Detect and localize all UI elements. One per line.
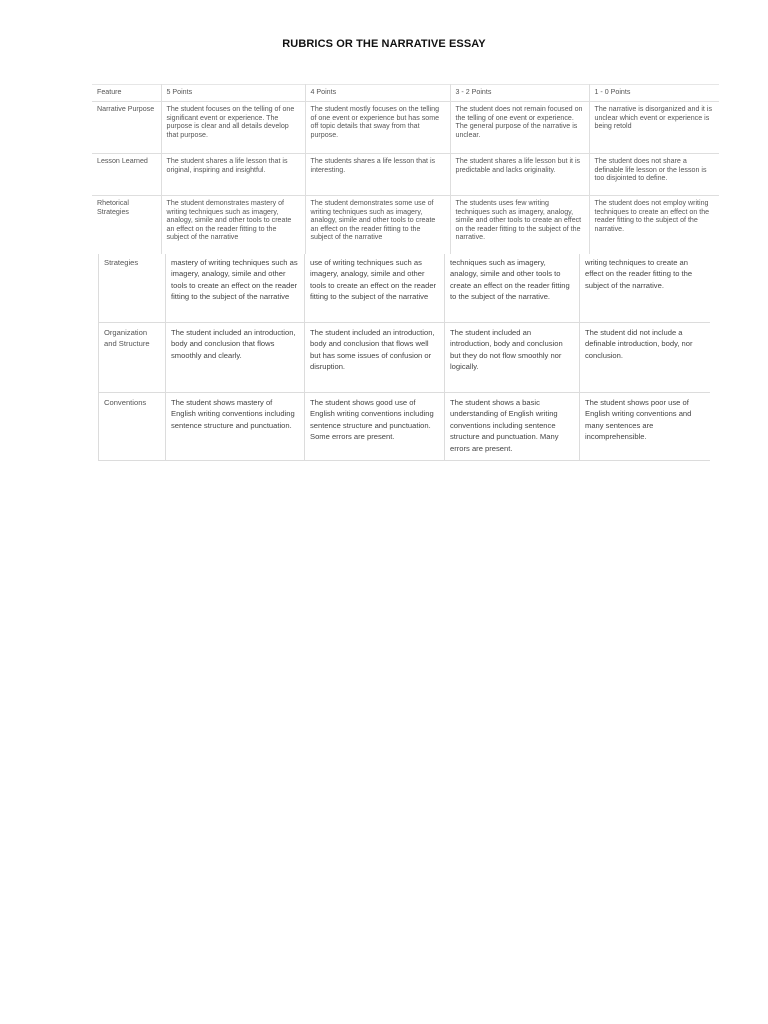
criteria-cell: The student does not share a definable life lesson or the lesson is too disjointed to define.: [589, 154, 719, 196]
criteria-cell: The student does not employ writing techniques to create an effect on the reader fitting to the subject of the narrative.: [589, 196, 719, 255]
criteria-cell: The student shows a basic understanding of English writing conventions including sentence structure and punctuation. Many errors are present.: [445, 393, 580, 461]
feature-cell: Organization and Structure: [99, 323, 166, 393]
criteria-cell: The narrative is disorganized and it is unclear which event or experience is being retold: [589, 102, 719, 154]
feature-cell: Conventions: [99, 393, 166, 461]
criteria-cell: The student did not include a definable introduction, body, nor conclusion.: [580, 323, 711, 393]
criteria-cell: The student included an introduction, body and conclusion that flows smoothly and clearly.: [166, 323, 305, 393]
criteria-cell: The student demonstrates mastery of writing techniques such as imagery, analogy, simile and other tools to create an effect on the reader fitting to the subject of the narrative: [161, 196, 305, 255]
criteria-cell: The student focuses on the telling of one significant event or experience. The purpose is clear and all details develop that purpose.: [161, 102, 305, 154]
criteria-cell: The student shares a life lesson but it is predictable and lacks originality.: [450, 154, 589, 196]
criteria-cell: The student shares a life lesson that is original, inspiring and insightful.: [161, 154, 305, 196]
table-header-row: [92, 85, 719, 102]
header-feature: Feature: [92, 85, 161, 102]
criteria-cell: writing techniques to create an effect on the reader fitting to the subject of the narrative.: [580, 254, 711, 323]
rubric-table-top: [92, 84, 719, 254]
rubric-table-bottom: [98, 254, 710, 462]
criteria-cell: The student mostly focuses on the telling of one event or experience but has some off topic details that sway from that purpose.: [305, 102, 450, 154]
feature-cell: Strategies: [99, 254, 166, 323]
header-5-points: 5 Points: [161, 85, 305, 102]
feature-cell: Lesson Learned: [92, 154, 161, 196]
criteria-cell: The student shows good use of English writing conventions including sentence structure and punctuation. Some errors are present.: [305, 393, 445, 461]
header-4-points: 4 Points: [305, 85, 450, 102]
table-row: [92, 196, 719, 255]
criteria-cell: techniques such as imagery, analogy, simile and other tools to create an effect on the reader fitting to the subject of the narrative.: [445, 254, 580, 323]
criteria-cell: use of writing techniques such as imagery, analogy, simile and other tools to create an effect on the reader fitting to the subject of the narrative: [305, 254, 445, 323]
table-row: [99, 254, 711, 323]
table-row: [99, 323, 711, 393]
criteria-cell: The student shows poor use of English writing conventions and many sentences are incomprehensible.: [580, 393, 711, 461]
feature-cell: Narrative Purpose: [92, 102, 161, 154]
header-3-2-points: 3 - 2 Points: [450, 85, 589, 102]
criteria-cell: The students uses few writing techniques such as imagery, analogy, simile and other tools to create an effect on the reader fitting to the subject of the narrative.: [450, 196, 589, 255]
table-row: [92, 102, 719, 154]
page-title: RUBRICS OR THE NARRATIVE ESSAY: [282, 38, 486, 50]
criteria-cell: mastery of writing techniques such as imagery, analogy, simile and other tools to create an effect on the reader fitting to the subject of the narrative: [166, 254, 305, 323]
table-row: [99, 393, 711, 461]
header-1-0-points: 1 - 0 Points: [589, 85, 719, 102]
criteria-cell: The student demonstrates some use of writing techniques such as imagery, analogy, simile and other tools to create an effect on the reader fitting to the subject of the narrative: [305, 196, 450, 255]
criteria-cell: The students shares a life lesson that is interesting.: [305, 154, 450, 196]
criteria-cell: The student does not remain focused on the telling of one event or experience. The general purpose of the narrative is unclear.: [450, 102, 589, 154]
criteria-cell: The student included an introduction, body and conclusion but they do not flow smoothly nor logically.: [445, 323, 580, 393]
criteria-cell: The student included an introduction, body and conclusion that flows well but has some issues of confusion or disruption.: [305, 323, 445, 393]
table-row: [92, 154, 719, 196]
criteria-cell: The student shows mastery of English writing conventions including sentence structure and punctuation.: [166, 393, 305, 461]
feature-cell: Rhetorical Strategies: [92, 196, 161, 255]
